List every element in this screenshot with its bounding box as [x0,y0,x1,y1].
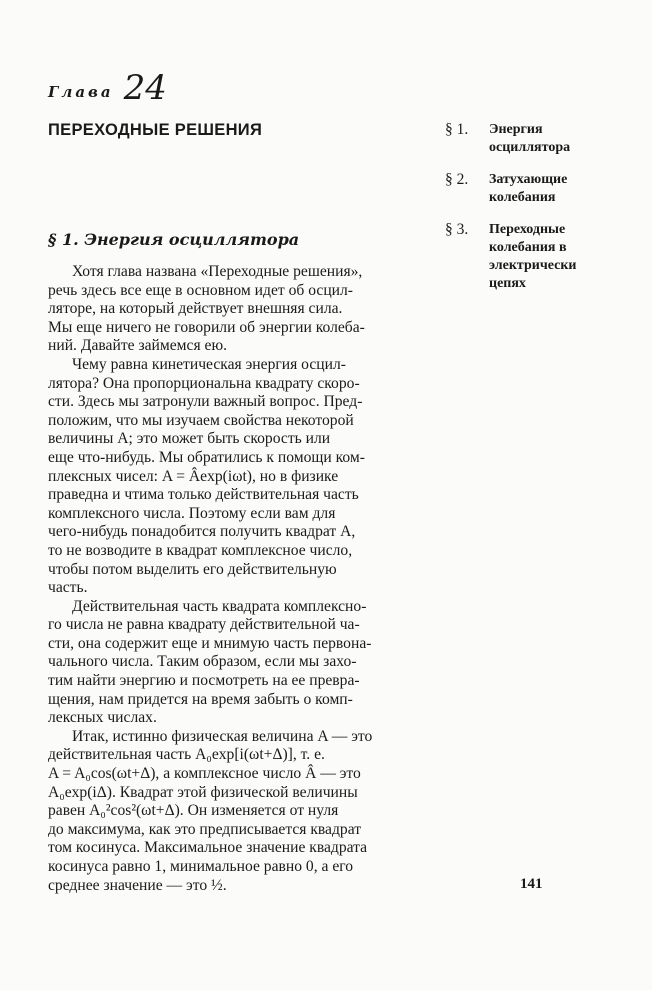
text-line: до максимума, как это предписывается квадрат [48,820,362,838]
section-title: § 1. Энергия осциллятора [48,230,300,249]
text-line: косинуса равно 1, минимальное равно 0, а его [48,858,354,875]
chapter-number: 24 [123,68,167,108]
text-line: том косинуса. Максимальное значение квадрата [48,839,368,857]
text-line: ний. Давайте займемся ею. [48,337,227,355]
text-line: величины A; это может быть скорость или [48,430,331,448]
paragraph [48,356,423,598]
text-line: речь здесь все еще в основном идет об осцил- [48,281,353,299]
toc-item [445,171,615,207]
toc-number: § 1. [445,121,469,138]
text-line: щения, нам придется на время забыть о комп- [48,690,353,708]
text-line: то не возводите в квадрат комплексное число, [48,541,353,559]
toc-item [445,121,615,157]
text-line: чтобы потом выделить его действительную [48,560,337,578]
text-line: Итак, истинно физическая величина A — это [72,727,373,745]
text-line: ляторе, на который действует внешняя сила. [48,300,343,318]
text-line: сти. Здесь мы затронули важный вопрос. Пред- [48,393,363,411]
text-line: Чему равна кинетическая энергия осцил- [72,355,346,373]
page-number: 141 [520,876,543,892]
text-line: чального числа. Таким образом, если мы захо- [48,653,357,671]
text-line: Хотя глава названа «Переходные решения», [72,263,363,280]
text-line: A₀exp(iΔ). Квадрат этой физической величины [48,783,358,801]
body-text [48,263,423,895]
toc-number: § 3. [445,221,469,238]
text-line: лятора? Она пропорциональна квадрату скоро- [48,374,360,392]
text-line: положим, что мы изучаем свойства некоторой [48,411,354,429]
toc-label: Затухающие колебания [489,172,568,205]
text-line: плексных чисел: A = Âexp(iωt), но в физике [48,467,339,485]
chapter-label: Глава [48,83,114,101]
text-line: Мы еще ничего не говорили об энергии колеба- [48,318,365,336]
text-line: го числа не равна квадрату действительной ча- [48,616,360,634]
text-line: тим найти энергию и посмотреть на ее превра- [48,672,360,690]
text-line: действительная часть A₀exp[i(ωt+Δ)], т. е. [48,746,325,764]
toc-number: § 2. [445,171,469,188]
text-line: среднее значение — это ½. [48,876,227,894]
text-line: еще что-нибудь. Мы обратились к помощи ком- [48,448,365,466]
chapter-title: ПЕРЕХОДНЫЕ РЕШЕНИЯ [48,121,263,139]
paragraph [48,598,423,728]
paragraph [48,263,423,356]
text-line: сти, она содержит еще и мнимую часть первона- [48,634,372,652]
section-contents [445,121,615,307]
text-line: чего-нибудь понадобится получить квадрат A, [48,523,356,541]
text-line: лексных числах. [48,709,157,727]
text-line: A = A₀cos(ωt+Δ), а комплексное число Â — это [48,765,361,783]
toc-label: Энергия осциллятора [489,122,571,155]
paragraph [48,728,423,895]
chapter-heading [48,68,167,108]
toc-label: Переходные колебания в электрически цепях [489,222,577,291]
text-line: равен A₀²cos²(ωt+Δ). Он изменяется от нуля [48,802,339,820]
text-line: комплексного числа. Поэтому если вам для [48,504,336,522]
text-line: Действительная часть квадрата комплексно- [72,597,367,615]
toc-item [445,221,615,293]
text-line: часть. [48,579,88,597]
text-line: праведна и чтима только действительная часть [48,486,359,504]
